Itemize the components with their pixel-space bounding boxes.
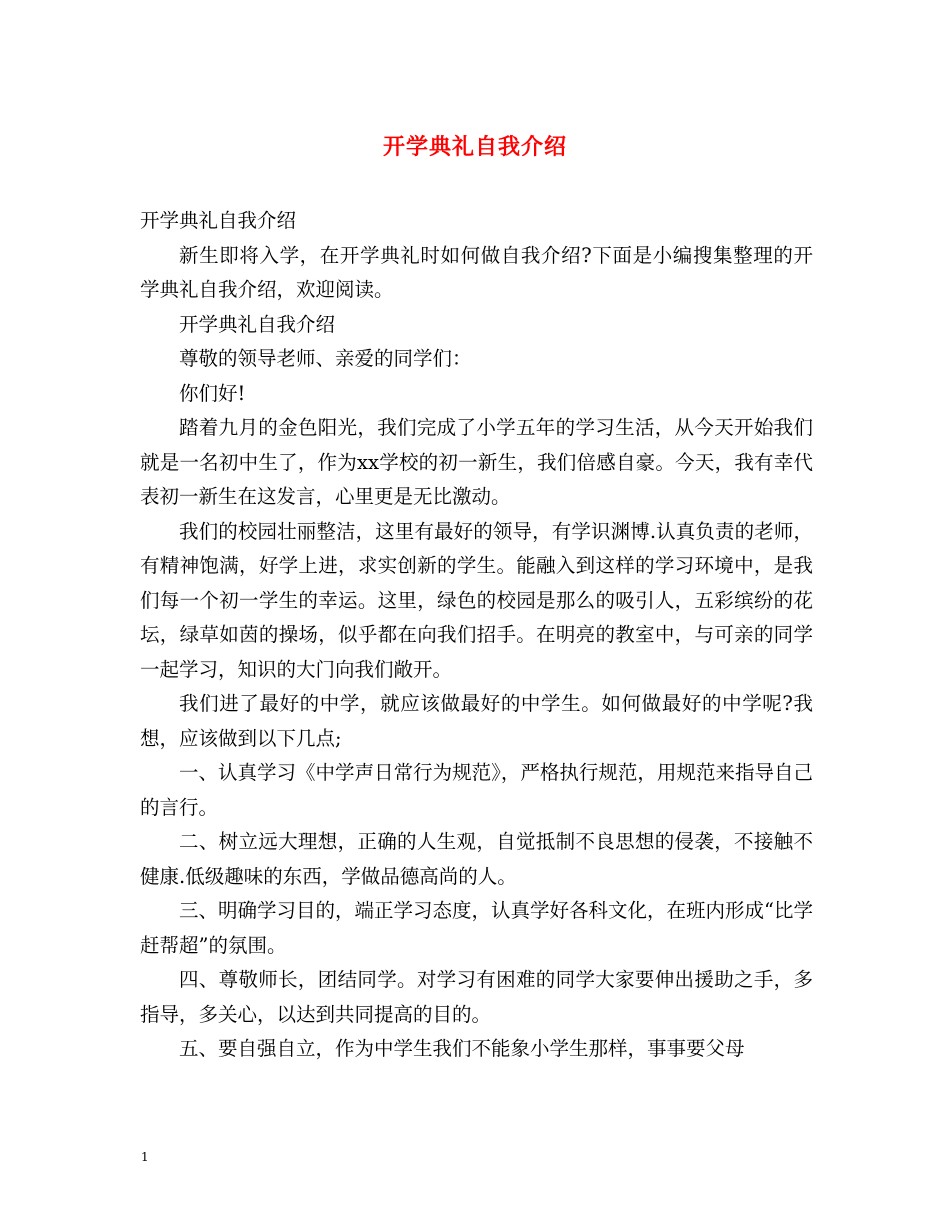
paragraph-heading: 开学典礼自我介绍	[140, 209, 297, 232]
paragraph: 四、尊敬师长，团结同学。对学习有困难的同学大家要伸出援助之手，多指导，多关心，以达到共同提高的目的。	[140, 968, 813, 1026]
paragraph: 踏着九月的金色阳光，我们完成了小学五年的学习生活，从今天开始我们就是一名初中生了，作为xx学校的初一新生，我们倍感自豪。今天，我有幸代表初一新生在这发言，心里更是无比激动。	[140, 416, 813, 508]
document-title: 开学典礼自我介绍	[382, 134, 567, 160]
page-number: 1	[141, 1150, 149, 1164]
paragraph-salutation: 尊敬的领导老师、亲爱的同学们：	[179, 347, 472, 370]
paragraph: 一、认真学习《中学声日常行为规范》，严格执行规范，用规范来指导自己的言行。	[140, 761, 813, 819]
paragraph-subtitle: 开学典礼自我介绍	[179, 312, 336, 336]
paragraph: 五、要自强自立，作为中学生我们不能象小学生那样，事事要父母	[179, 1037, 745, 1060]
paragraph: 二、树立远大理想，正确的人生观，自觉抵制不良思想的侵袭，不接触不健康.低级趣味的东西，学做品德高尚的人。	[140, 830, 813, 888]
document-body	[140, 204, 813, 1067]
paragraph: 三、明确学习目的，端正学习态度，认真学好各科文化，在班内形成“比学赶帮超”的氛围。	[140, 899, 813, 957]
paragraph: 我们进了最好的中学，就应该做最好的中学生。如何做最好的中学呢?我想，应该做到以下几点;	[140, 692, 813, 750]
paragraph: 我们的校园壮丽整洁，这里有最好的领导，有学识渊博.认真负责的老师，有精神饱满，好学上进，求实创新的学生。能融入到这样的学习环境中，是我们每一个初一学生的幸运。这里，绿色的校园是那么的吸引人，五彩缤纷的花坛，绿草如茵的操场，似乎都在向我们招手。在明亮的教室中，与可亲的同学一起学习，知识的大门向我们敞开。	[140, 519, 813, 681]
paragraph-intro: 新生即将入学，在开学典礼时如何做自我介绍?下面是小编搜集整理的开学典礼自我介绍，欢迎阅读。	[140, 243, 813, 301]
paragraph-greeting: 你们好!	[179, 381, 246, 405]
